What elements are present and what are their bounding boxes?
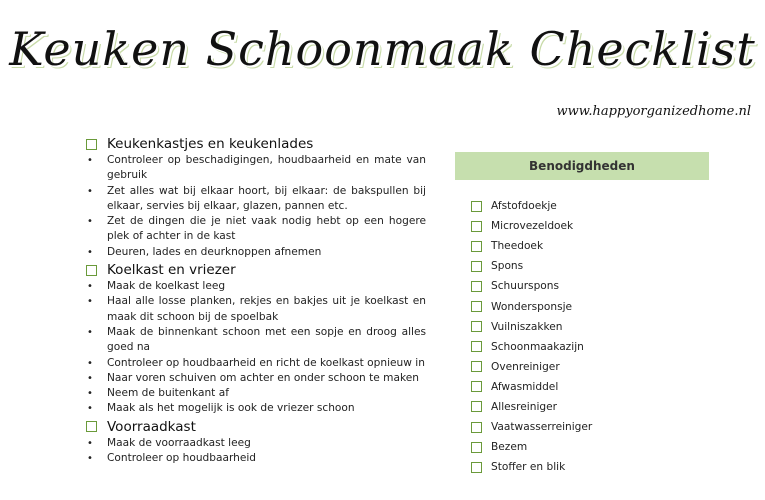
section-heading-label: Voorraadkast [107,418,196,435]
supply-label: Microvezeldoek [491,220,574,233]
list-item: • Controleer op houdbaarheid en richt de koelkast opnieuw in [86,356,426,371]
task-list [86,153,426,260]
supply-label: Wondersponsje [491,300,573,313]
list-item: • Maak als het mogelijk is ook de vriezer schoon [86,401,426,416]
supply-item [455,437,709,457]
section-heading-label: Koelkast en vriezer [107,262,236,279]
supply-item [455,337,709,357]
supply-label: Vuilniszakken [491,320,563,333]
supply-label: Ovenreiniger [491,360,560,373]
supply-item [455,377,709,397]
supply-item [455,236,709,256]
checkbox-icon[interactable] [471,281,482,292]
section-voorraadkast [86,418,426,467]
supplies-list [455,196,709,477]
checkbox-icon[interactable] [471,422,482,433]
supply-label: Bezem [491,441,528,454]
list-item: • Maak de koelkast leeg [86,279,426,294]
list-item: • Maak de voorraadkast leeg [86,436,426,451]
checkbox-icon[interactable] [471,361,482,372]
supply-item [455,256,709,276]
supplies-panel [455,152,709,477]
checkbox-icon[interactable] [471,401,482,412]
page-title: Keuken Schoonmaak Checklist [9,22,756,76]
section-heading [86,261,426,279]
checkbox-icon[interactable] [471,462,482,473]
list-item: • Controleer op houdbaarheid [86,451,426,466]
checkbox-icon[interactable] [471,221,482,232]
section-heading [86,135,426,153]
supply-label: Allesreiniger [491,400,558,413]
supply-label: Afwasmiddel [491,380,559,393]
supply-item [455,276,709,296]
supply-label: Theedoek [491,240,544,253]
list-item: • Zet alles wat bij elkaar hoort, bij elkaar: de bakspullen bij elkaar, servies bij elkaar, glazen, pannen etc. [86,184,426,215]
checkbox-icon[interactable] [471,201,482,212]
supplies-heading: Benodigdheden [455,152,709,180]
checkbox-icon[interactable] [471,241,482,252]
supply-item [455,317,709,337]
list-item: • Controleer op beschadigingen, houdbaarheid en mate van gebruik [86,153,426,184]
checkbox-icon[interactable] [471,321,482,332]
checkbox-icon[interactable] [86,265,97,276]
section-koelkast [86,261,426,417]
checkbox-icon[interactable] [471,301,482,312]
supply-label: Schuurspons [491,280,560,293]
checkbox-icon[interactable] [471,442,482,453]
supply-item [455,196,709,216]
supply-item [455,296,709,316]
list-item: • Haal alle losse planken, rekjes en bakjes uit je koelkast en maak dit schoon bij de spoelbak [86,294,426,325]
checkbox-icon[interactable] [471,381,482,392]
supply-label: Spons [491,260,524,273]
list-item: • Neem de buitenkant af [86,386,426,401]
task-list [86,279,426,417]
supply-label: Afstofdoekje [491,200,557,213]
checklist-column [86,134,426,466]
list-item: • Maak de binnenkant schoon met een sopje en droog alles goed na [86,325,426,356]
supply-item [455,417,709,437]
section-keukenkastjes [86,135,426,260]
checkbox-icon[interactable] [471,341,482,352]
checkbox-icon[interactable] [471,261,482,272]
list-item: • Deuren, lades en deurknoppen afnemen [86,245,426,260]
task-list [86,436,426,467]
supply-item [455,397,709,417]
website-url: www.happyorganizedhome.nl [556,104,751,119]
supply-item [455,357,709,377]
supply-item [455,216,709,236]
section-heading-label: Keukenkastjes en keukenlades [107,136,314,152]
checkbox-icon[interactable] [86,139,97,150]
list-item: • Naar voren schuiven om achter en onder schoon te maken [86,371,426,386]
supply-label: Stoffer en blik [491,461,566,474]
supply-label: Vaatwasserreiniger [491,421,593,434]
checkbox-icon[interactable] [86,421,97,432]
section-heading [86,418,426,436]
supply-item [455,457,709,477]
supply-label: Schoonmaakazijn [491,340,584,353]
list-item: • Zet de dingen die je niet vaak nodig hebt op een hogere plek of achter in de kast [86,214,426,245]
